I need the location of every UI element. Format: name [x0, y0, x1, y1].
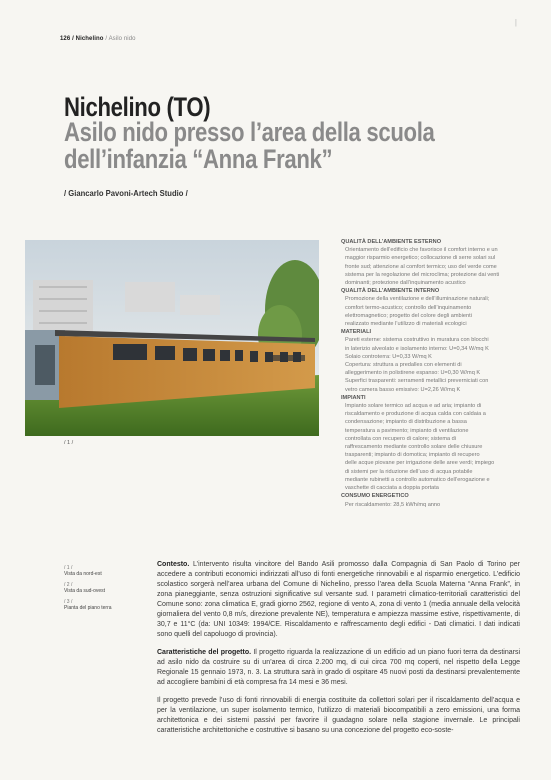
page-subtitle — [64, 119, 435, 173]
figure-caption — [64, 599, 112, 612]
spec-line: Solaio controterra: U=0,33 W/mq K — [345, 353, 432, 360]
subtitle-line-1: Asilo nido presso l’area della scuola — [64, 117, 435, 147]
spec-line: di sistemi per la riduzione dell’uso di acqua potabile — [345, 468, 473, 475]
article-body — [157, 560, 520, 744]
spec-heading: QUALITÀ DELL’AMBIENTE ESTERNO — [341, 239, 442, 245]
header-subsection: Asilo nido — [108, 36, 136, 42]
photo-caption: / 1 / — [64, 440, 74, 446]
spec-line: trasparenti; impianto di domotica; impianto di recupero — [345, 452, 480, 459]
spec-line: realizzato mediante l’utilizzo di materiali ecologici — [345, 321, 467, 328]
building-rendering-image — [25, 240, 319, 436]
figure-number: / 3 / — [64, 598, 73, 605]
spec-line: Orientamento dell’edificio che favorisce il comfort interno e un — [345, 247, 498, 254]
spec-section — [341, 287, 521, 328]
page-number: 126 — [60, 36, 71, 42]
spec-line: vetro camera basso emissivo: U=2,26 W/mq K — [345, 386, 461, 393]
page-corner-mark: | — [514, 18, 517, 27]
spec-line: controllata con recupero di calore; sistema di — [345, 435, 456, 442]
spec-line: maggior risparmio energetico; collocazione di serre solari sul — [345, 255, 496, 262]
paragraph-text: L’intervento risulta vincitore del Bando Asili promosso dalla Compagnia di San Paolo di Torino per accedere a contributi economici indirizzati all’uso di fonti energetiche rinnovabili e al risparmio energetico. L’edificio scolastico sorgerà nell’area urbana del Comune di Nichelino, presso l’area della Scuola Materna “Anna Frank”, in zona pianeggiante, senza ostruzioni significative sul versante sud. I parametri climatico-territoriali caratteristici del Comune sono: zona climatica E, gradi giorno 2562, regione di vento A, zona di vento 1 (media annuale della velocità giornaliera del vento 0,8 m/s, direzione prevalente NE), temperatura e ampiezza massime estive, rispettivamente, di 30,7 e 11°C (da: UNI 10349: 1994/CE. Riscaldamento e raffrescamento degli edifici - Dati climatici. I dati indicati sono quelli del capoluogo di provincia). — [157, 561, 520, 638]
spec-line: riscaldamento e produzione di acqua calda con caldaia a — [345, 411, 486, 418]
spec-line: Copertura: struttura a predalles con elementi di — [345, 362, 462, 369]
spec-heading: MATERIALI — [341, 329, 372, 336]
spec-panel — [341, 238, 521, 509]
paragraph-features — [157, 648, 520, 688]
building-rendering — [25, 240, 319, 436]
spec-line: Promozione della ventilazione e dell’illuminazione naturali; — [345, 296, 490, 303]
spec-line: Impianto solare termico ad acqua e ad aria; impianto di — [345, 403, 482, 410]
spec-line: temperatura a pavimento; impianto di ventilazione — [345, 427, 469, 434]
figure-number: / 1 / — [64, 565, 73, 571]
spec-heading: QUALITÀ DELL’AMBIENTE INTERNO — [341, 288, 440, 295]
spec-line: comfort termo-acustico; controllo dell’inquinamento — [345, 304, 472, 311]
paragraph-text: Il progetto riguarda la realizzazione di un edificio ad un piano fuori terra da destinarsi ad asilo nido da costruire su di un’area di circa 2.200 mq, di cui circa 700 mq coperti, nel rispetto della Legge Regionale 15 gennaio 1973, n. 3. La struttura sarà in grado di ospitare 45 nuovi posti da destinarsi prevalentemente ad accogliere bambini di età compresa fra 14 mesi e 36 mesi. — [157, 649, 520, 686]
figure-number: / 2 / — [64, 581, 73, 588]
paragraph-energy: Il progetto prevede l’uso di fonti rinnovabili di energia costituite da collettori solari per il riscaldamento dell’acqua e per la ventilazione, un super isolamento termico, l’utilizzo di materiali biocompatibili a zero emissioni, una forma architettonica e dei sistemi passivi per favorire il guadagno solare nella stagione invernale. Le principali caratteristiche architettoniche e costruttive si basano su una concezione del progetto eco-soste- — [157, 697, 520, 734]
header-section: Nichelino — [75, 36, 104, 42]
spec-line: mediante rubinetti a controllo automatico dell’erogazione e — [345, 476, 490, 483]
spec-heading: CONSUMO ENERGETICO — [341, 493, 409, 500]
spec-line: alleggerimento in polistirene espanso: U=0,30 W/mq K — [345, 370, 481, 377]
paragraph-context — [157, 560, 520, 640]
spec-line: vaschette di cacciata a doppia portata — [345, 485, 439, 492]
spec-section — [341, 328, 521, 394]
figure-text: Vista da sud-ovest — [64, 588, 106, 595]
figure-caption — [64, 582, 112, 595]
spec-section — [341, 492, 521, 508]
spec-heading: IMPIANTI — [341, 394, 366, 401]
figure-text: Vista da nord-est — [64, 571, 102, 578]
paragraph-lead: Caratteristiche del progetto. — [157, 649, 252, 656]
spec-line: dominanti; protezione dall’inquinamento acustico — [345, 280, 466, 287]
spec-line: delle acque piovane per irrigazione delle aree verdi; impiego — [345, 460, 495, 467]
spec-line: condensazione; impianto di distribuzione a bassa — [345, 419, 467, 426]
figure-caption — [64, 565, 112, 578]
subtitle-line-2: dell’infanzia “Anna Frank” — [64, 144, 333, 174]
figure-text: Pianta del piano terra — [64, 605, 112, 612]
spec-line: Per riscaldamento: 28,5 kWh/mq anno — [345, 501, 441, 508]
author-credit: / Giancarlo Pavoni-Artech Studio / — [64, 188, 188, 198]
spec-line: elettromagnetico; progetto del colore degli ambienti — [345, 312, 472, 319]
page-title: Nichelino (TO) — [64, 92, 211, 122]
spec-line: fronte sud; attenzione al comfort termico; uso del verde come — [345, 263, 497, 270]
spec-section — [341, 238, 521, 287]
spec-section — [341, 394, 521, 492]
spec-line: Pareti esterne: sistema costruttivo in muratura con blocchi — [345, 337, 489, 344]
running-header: 126 / Nichelino / Asilo nido — [60, 36, 136, 42]
spec-line: sistema per la regolazione del microclima; protezione dai venti — [345, 271, 500, 278]
spec-line: in laterizio alveolato e isolamento interno: U=0,34 W/mq K — [345, 345, 489, 352]
figure-captions — [64, 565, 112, 615]
spec-line: Superfici trasparenti: serramenti metallici preverniciati con — [345, 378, 489, 385]
spec-line: raffrescamento mediante controllo solare delle chiusure — [345, 444, 483, 451]
paragraph-lead: Contesto. — [157, 561, 190, 568]
